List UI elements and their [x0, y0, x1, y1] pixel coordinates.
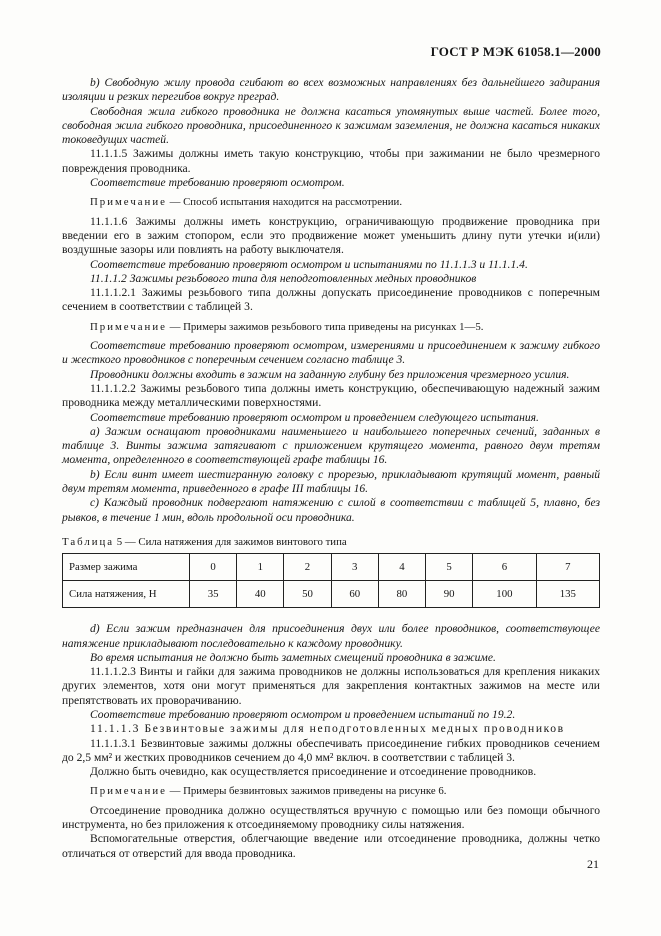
- paragraph: 11.1.1.5 Зажимы должны иметь такую конструкцию, чтобы при зажимании не было чрезмерного повреждения проводника.: [62, 147, 600, 175]
- section-bottom-2: [62, 737, 600, 780]
- table-cell: 100: [473, 581, 536, 608]
- section-heading-11113: 11.1.1.3 Безвинтовые зажимы для неподготовленных медных проводников: [90, 722, 565, 736]
- tension-table: [62, 553, 600, 608]
- table-row: [63, 554, 600, 581]
- row-header: Сила натяжения, Н: [63, 581, 190, 608]
- paragraph: 11.1.1.2.2 Зажимы резьбового типа должны иметь конструкцию, обеспечивающую надежный зажим проводника между металлическими поверхностями.: [62, 381, 600, 410]
- section-bottom-1: [62, 622, 600, 722]
- paragraph: Проводники должны входить в зажим на заданную глубину без приложения чрезмерного усилия.: [90, 367, 570, 381]
- table-row: [63, 581, 600, 608]
- paragraph: c) Каждый проводник подвергают натяжению с силой в соответствии с таблицей 5, плавно, без рывков, в течение 1 мин, вдоль продольной оси проводника.: [62, 496, 600, 524]
- paragraph: а) Зажим оснащают проводниками наименьшего и наибольшего поперечных сечений, заданных в таблице 3. Винты зажима затягивают с приложением крутящего момента, равного двум третям момента, определенного в соответствующей графе таблицы 16.: [62, 424, 600, 467]
- table-caption: [62, 535, 600, 549]
- section-mid-1: [62, 215, 600, 315]
- paragraph: Должно быть очевидно, как осуществляется присоединение и отсоединение проводников.: [90, 765, 537, 779]
- paragraph: 11.1.1.6 Зажимы должны иметь конструкцию, ограничивающую продвижение проводника при введении его в зажим стопором, если это продвижение может уменьшить длину пути утечки и(или) воздушные зазоры или повлиять на работу выключателя.: [62, 214, 600, 257]
- paragraph: 11.1.1.2.3 Винты и гайки для зажима проводников не должны использоваться для крепления никаких других элементов, хотя они могут применяться для закрепления контактных зажимов на месте или препятствовать их проворачиванию.: [62, 665, 600, 707]
- note-label: Примечание: [90, 320, 167, 333]
- table-cell: 0: [190, 554, 237, 581]
- note-text: — Примеры безвинтовых зажимов приведены на рисунке 6.: [166, 785, 447, 798]
- paragraph: Соответствие требованию проверяют осмотром, измерениями и присоединением к зажиму гибкого и жесткого проводников с поперечным сечением согласно таблице 3.: [62, 339, 600, 367]
- paragraph: b) Свободную жилу провода сгибают во всех возможных направлениях без дальнейшего задирания изоляции и резких перегибов вокруг преград.: [62, 76, 600, 104]
- page-number: 21: [587, 857, 599, 871]
- table-caption-label: Таблица: [62, 535, 115, 548]
- standard-header: ГОСТ Р МЭК 61058.1—2000: [430, 44, 601, 59]
- table-cell: 4: [378, 554, 425, 581]
- table-cell: 5: [426, 554, 473, 581]
- paragraph: Свободная жила гибкого проводника не должна касаться упомянутых выше частей. Более того, свободная жила гибкого проводника, присоединенного к зажимам заземления, не должна касаться никаких токоведущих частей.: [62, 104, 600, 147]
- paragraph: Соответствие требованию проверяют осмотром и проведением испытаний по 19.2.: [90, 707, 516, 721]
- paragraph: 11.1.1.2 Зажимы резьбового типа для неподготовленных медных проводников: [90, 271, 477, 285]
- paragraph: 11.1.1.3.1 Безвинтовые зажимы должны обеспечивать присоединение гибких проводников сечением до 2,5 мм² и жестких проводников сечением до 4,0 мм² включ. в соответствии с таблицей 3.: [62, 736, 600, 764]
- table-cell: 60: [331, 581, 378, 608]
- table-cell: 135: [536, 581, 599, 608]
- table-cell: 35: [190, 581, 237, 608]
- note-1: [62, 195, 600, 209]
- page-content: [62, 76, 600, 861]
- table-cell: 80: [378, 581, 425, 608]
- note-3: [62, 784, 600, 798]
- table-cell: 6: [473, 554, 536, 581]
- row-header: Размер зажима: [63, 554, 190, 581]
- section-top: [62, 76, 600, 190]
- table-cell: 3: [331, 554, 378, 581]
- paragraph: Соответствие требованию проверяют осмотром и проведением следующего испытания.: [90, 410, 539, 424]
- paragraph: 11.1.1.2.1 Зажимы резьбового типа должны допускать присоединение проводников с поперечным сечением в соответствии с таблицей 3.: [62, 286, 600, 314]
- paragraph: d) Если зажим предназначен для присоединения двух или более проводников, соответствующее натяжение прикладывают последовательно к каждому проводнику.: [62, 622, 600, 650]
- paragraph: Соответствие требованию проверяют осмотром.: [90, 176, 345, 190]
- table-cell: 50: [284, 581, 331, 608]
- table-wrapper: [62, 553, 600, 608]
- section-end: [62, 804, 600, 861]
- section-mid-2: [62, 339, 600, 525]
- paragraph: Соответствие требованию проверяют осмотром и испытаниями по 11.1.1.3 и 11.1.1.4.: [90, 257, 528, 271]
- note-2: [62, 320, 600, 334]
- table-cell: 2: [284, 554, 331, 581]
- paragraph: Отсоединение проводника должно осуществляться вручную с помощью или без помощи обычного инструмента, но без приложения к отсоединяемому проводнику силы натяжения.: [62, 803, 600, 832]
- note-text: — Примеры зажимов резьбового типа приведены на рисунках 1—5.: [166, 320, 484, 333]
- table-caption-text: 5 — Сила натяжения для зажимов винтового типа: [114, 535, 347, 548]
- table-cell: 40: [237, 581, 284, 608]
- paragraph: b) Если винт имеет шестигранную головку с прорезью, прикладывают крутящий момент, равный двум третям момента, приведенного в графе III таблицы 16.: [62, 467, 600, 496]
- note-label: Примечание: [90, 196, 167, 209]
- paragraph: Вспомогательные отверстия, облегчающие введение или отсоединение проводника, должны четко отличаться от отверстий для ввода проводника.: [62, 832, 600, 860]
- note-text: — Способ испытания находится на рассмотрении.: [166, 196, 403, 209]
- table-cell: 1: [237, 554, 284, 581]
- table-cell: 7: [536, 554, 599, 581]
- paragraph: Во время испытания не должно быть заметных смещений проводника в зажиме.: [90, 650, 496, 664]
- note-label: Примечание: [90, 785, 167, 798]
- table-cell: 90: [426, 581, 473, 608]
